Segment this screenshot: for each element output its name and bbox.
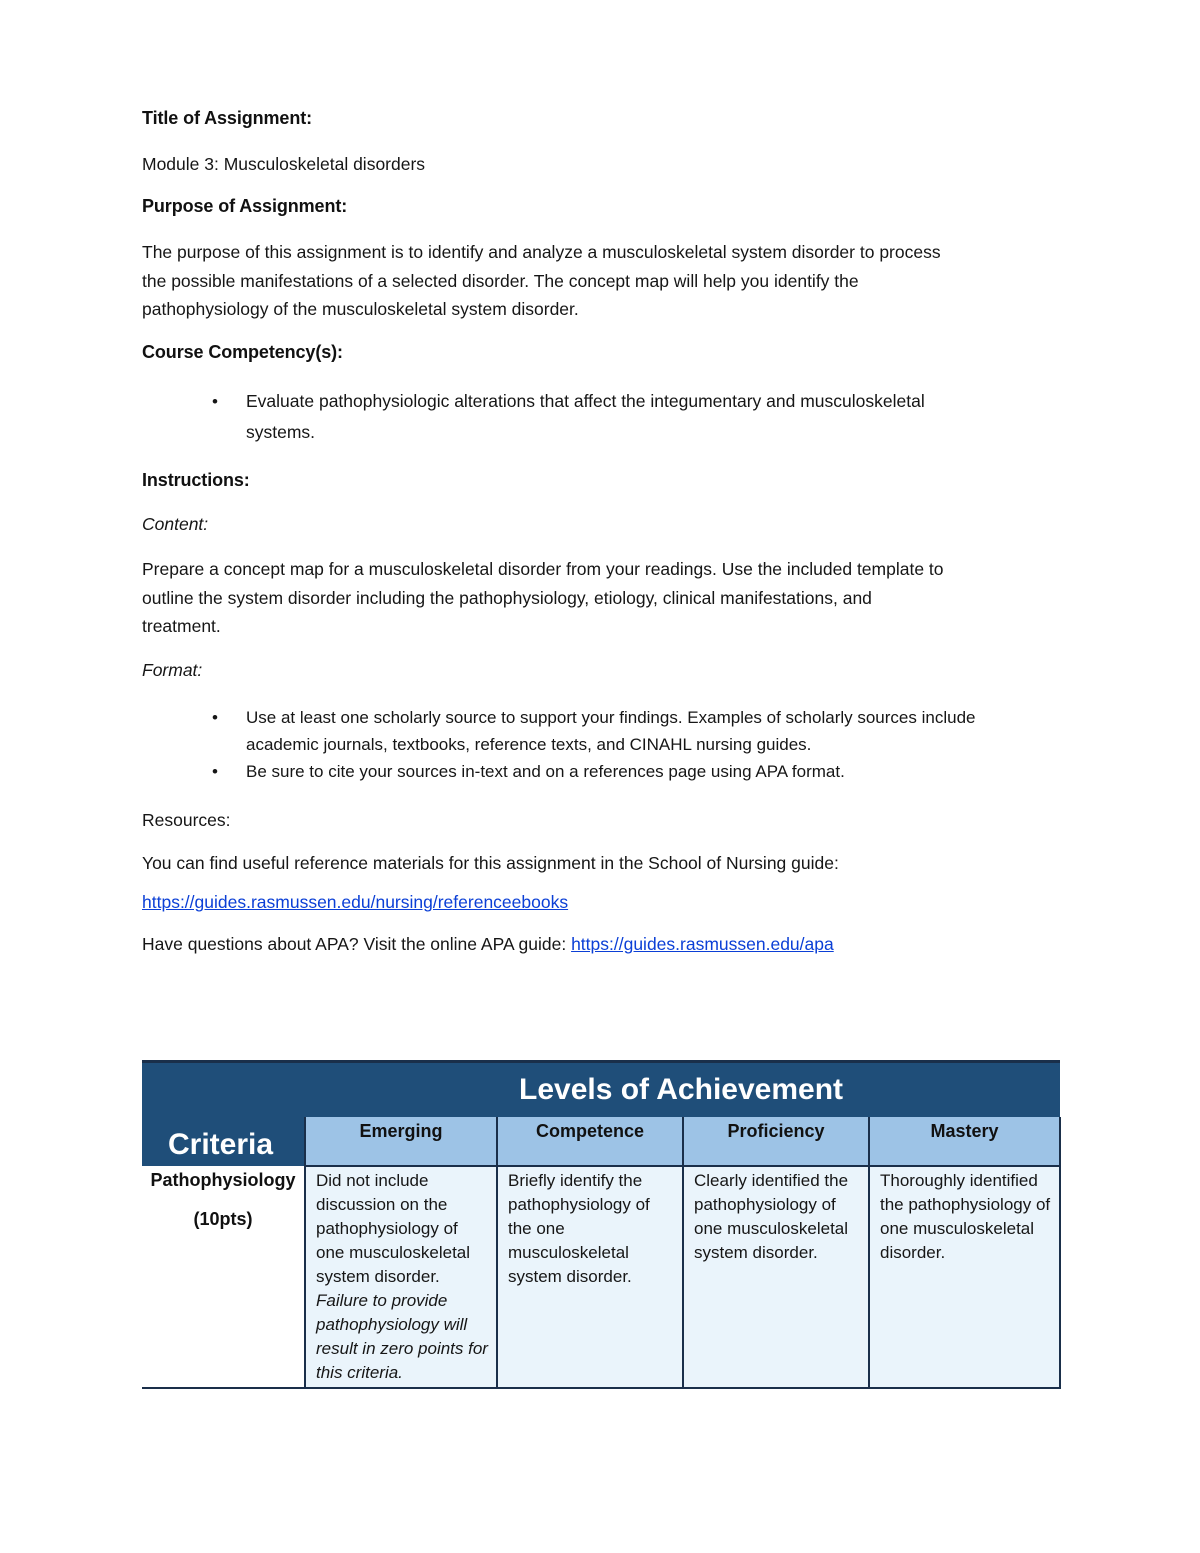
instructions-heading: Instructions:	[142, 470, 250, 490]
criteria-title: Criteria	[142, 1117, 305, 1166]
emerging-cell	[305, 1166, 497, 1388]
content-line: Prepare a concept map for a musculoskeletal disorder from your readings. Use the included template to	[142, 559, 944, 579]
purpose-text	[142, 238, 941, 324]
resources-label: Resources:	[142, 810, 231, 830]
rubric-title-row	[142, 1062, 1060, 1118]
apa-text: Have questions about APA? Visit the online APA guide:	[142, 934, 572, 954]
competence-cell: Briefly identify the pathophysiology of the one musculoskeletal system disorder.	[497, 1166, 683, 1388]
bullet-icon: •	[212, 392, 218, 411]
rubric-level-row	[142, 1117, 1060, 1166]
content-label: Content:	[142, 514, 209, 534]
bullet-icon: •	[212, 708, 218, 727]
emerging-text: Did not include discussion on the pathophysiology of one musculoskeletal system disorder.	[316, 1171, 471, 1286]
purpose-line: the possible manifestations of a selected disorder. The concept map will help you identify the	[142, 270, 859, 291]
competency-list	[142, 386, 925, 448]
competency-item	[142, 386, 925, 448]
purpose-heading: Purpose of Assignment:	[142, 196, 348, 216]
format-line: academic journals, textbooks, reference texts, and CINAHL nursing guides.	[246, 735, 812, 754]
format-label: Format:	[142, 660, 203, 680]
level-proficiency: Proficiency	[683, 1117, 869, 1166]
rubric-table	[142, 1060, 1061, 1389]
emerging-note: Failure to provide pathophysiology will result in zero points for this criteria.	[316, 1291, 488, 1382]
level-mastery: Mastery	[869, 1117, 1060, 1166]
competency-line: Evaluate pathophysiologic alterations that affect the integumentary and musculoskeletal	[246, 391, 925, 411]
competency-line: systems.	[246, 422, 316, 442]
criterion-points: (10pts)	[193, 1209, 253, 1229]
format-list	[142, 704, 975, 785]
purpose-line: The purpose of this assignment is to identify and analyze a musculoskeletal system disorder to process	[142, 242, 941, 262]
bullet-icon: •	[212, 762, 218, 781]
format-line: Use at least one scholarly source to support your findings. Examples of scholarly sources include	[246, 708, 976, 727]
title-value: Module 3: Musculoskeletal disorders	[142, 154, 426, 174]
title-heading: Title of Assignment:	[142, 108, 313, 128]
competency-heading: Course Competency(s):	[142, 342, 343, 362]
mastery-cell: Thoroughly identified the pathophysiology of one musculoskeletal disorder.	[869, 1166, 1060, 1388]
proficiency-cell: Clearly identified the pathophysiology of one musculoskeletal system disorder.	[683, 1166, 869, 1388]
level-emerging: Emerging	[305, 1117, 497, 1166]
purpose-line: pathophysiology of the musculoskeletal system disorder.	[142, 299, 579, 319]
format-line: Be sure to cite your sources in-text and on a references page using APA format.	[246, 762, 845, 781]
resources-link-line	[142, 888, 568, 917]
level-competence: Competence	[497, 1117, 683, 1166]
reference-ebooks-link[interactable]: https://guides.rasmussen.edu/nursing/referenceebooks	[142, 892, 569, 912]
apa-guide-link[interactable]: https://guides.rasmussen.edu/apa	[571, 934, 834, 954]
content-line: treatment.	[142, 616, 221, 636]
content-line: outline the system disorder including the pathophysiology, etiology, clinical manifestations, and	[142, 587, 872, 608]
format-item	[142, 758, 975, 785]
format-item	[142, 704, 975, 758]
content-text	[142, 555, 944, 641]
resources-text: You can find useful reference materials for this assignment in the School of Nursing guide:	[142, 853, 839, 873]
criterion-name: Pathophysiology	[150, 1170, 296, 1190]
rubric-row-pathophysiology	[142, 1166, 1060, 1388]
apa-line	[142, 930, 834, 959]
levels-title: Levels of Achievement	[142, 1062, 1060, 1118]
criterion-cell	[142, 1166, 305, 1388]
